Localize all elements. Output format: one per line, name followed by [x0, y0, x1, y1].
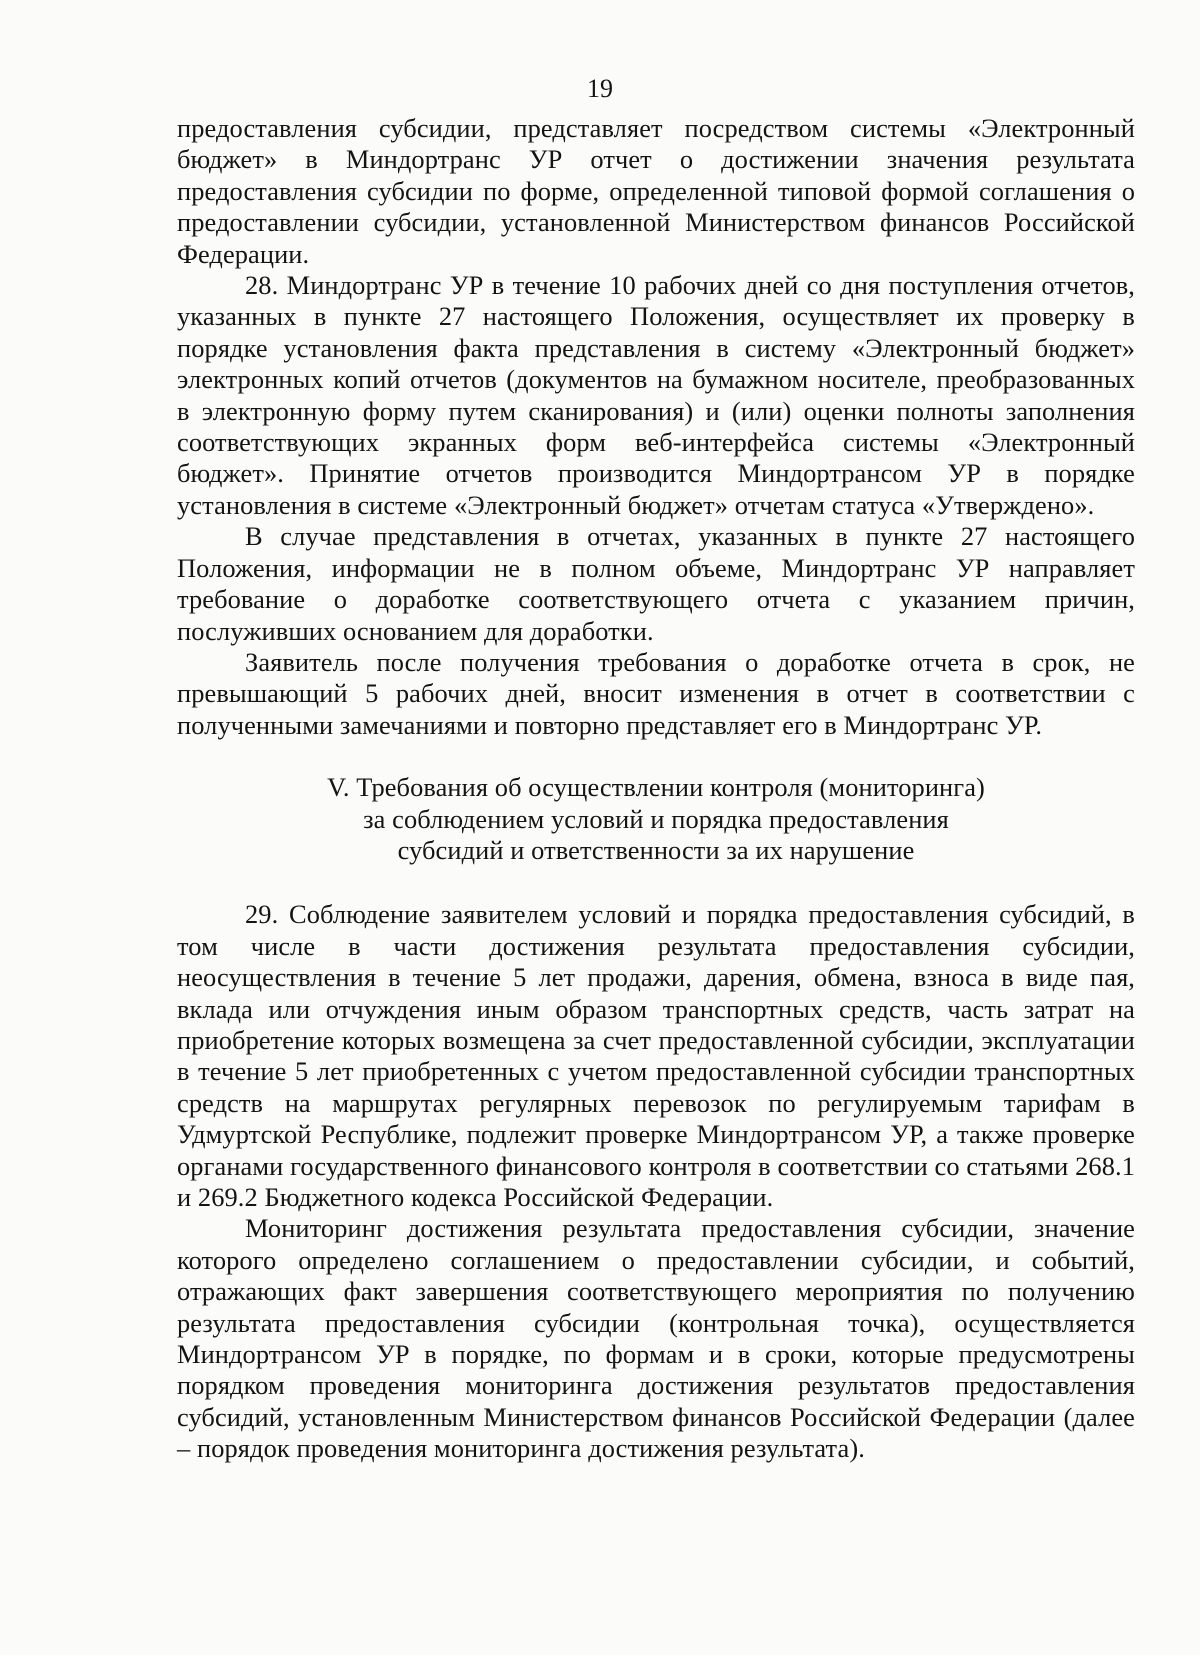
paragraph-28: 28. Миндортранс УР в течение 10 рабочих дней со дня поступления отчетов, указанных в пункте 27 настоящего Положения, осуществляет их проверку в порядке установления факта представления в систему «Электронный бюджет» электронных копий отчетов (документов на бумажном носителе, преобразованных в электронную форму путем сканирования) и (или) оценки полноты заполнения соответствующих экранных форм веб-интерфейса системы «Электронный бюджет». Принятие отчетов производится Миндортрансом УР в порядке установления в системе «Электронный бюджет» отчетам статуса «Утверждено». [177, 270, 1135, 520]
page-number: 19 [587, 74, 613, 103]
section-heading-line: субсидий и ответственности за их нарушение [397, 834, 915, 865]
paragraph: Заявитель после получения требования о доработке отчета в срок, не превышающий 5 рабочих дней, вносит изменения в отчет в соответствии с полученными замечаниями и повторно представляет его в Миндортранс УР. [177, 646, 1135, 740]
paragraph: предоставления субсидии, представляет посредством системы «Электронный бюджет» в Миндортранс УР отчет о достижении значения результата предоставления субсидии по форме, определенной типовой формой соглашения о предоставлении субсидии, установленной Министерством финансов Российской Федерации. [177, 113, 1135, 269]
paragraph: В случае представления в отчетах, указанных в пункте 27 настоящего Положения, информации не в полном объеме, Миндортранс УР направляет требование о доработке соответствующего отчета с указанием причин, послуживших основанием для доработки. [177, 521, 1135, 646]
document-body [177, 113, 1135, 1465]
paragraph-29: 29. Соблюдение заявителем условий и порядка предоставления субсидий, в том числе в части достижения результата предоставления субсидии, неосуществления в течение 5 лет продажи, дарения, обмена, взноса в виде пая, вклада или отчуждения иным образом транспортных средств, часть затрат на приобретение которых возмещена за счет предоставленной субсидии, эксплуатации в течение 5 лет приобретенных с учетом предоставленной субсидии транспортных средств на маршрутах регулярных перевозок по регулируемым тарифам в Удмуртской Республике, подлежит проверке Миндортрансом УР, а также проверке органами государственного финансового контроля в соответствии со статьями 268.1 и 269.2 Бюджетного кодекса Российской Федерации. [177, 899, 1135, 1212]
section-heading [177, 772, 1135, 866]
section-heading-line: за соблюдением условий и порядка предоставления [363, 803, 949, 834]
section-heading-line: V. Требования об осуществлении контроля (мониторинга) [327, 772, 985, 803]
paragraph: Мониторинг достижения результата предоставления субсидии, значение которого определено соглашением о предоставлении субсидии, и событий, отражающих факт завершения соответствующего мероприятия по получению результата предоставления субсидии (контрольная точка), осуществляется Миндортрансом УР в порядке, по формам и в сроки, которые предусмотрены порядком проведения мониторинга достижения результатов предоставления субсидий, установленным Министерством финансов Российской Федерации (далее – порядок проведения мониторинга достижения результата). [177, 1213, 1135, 1464]
